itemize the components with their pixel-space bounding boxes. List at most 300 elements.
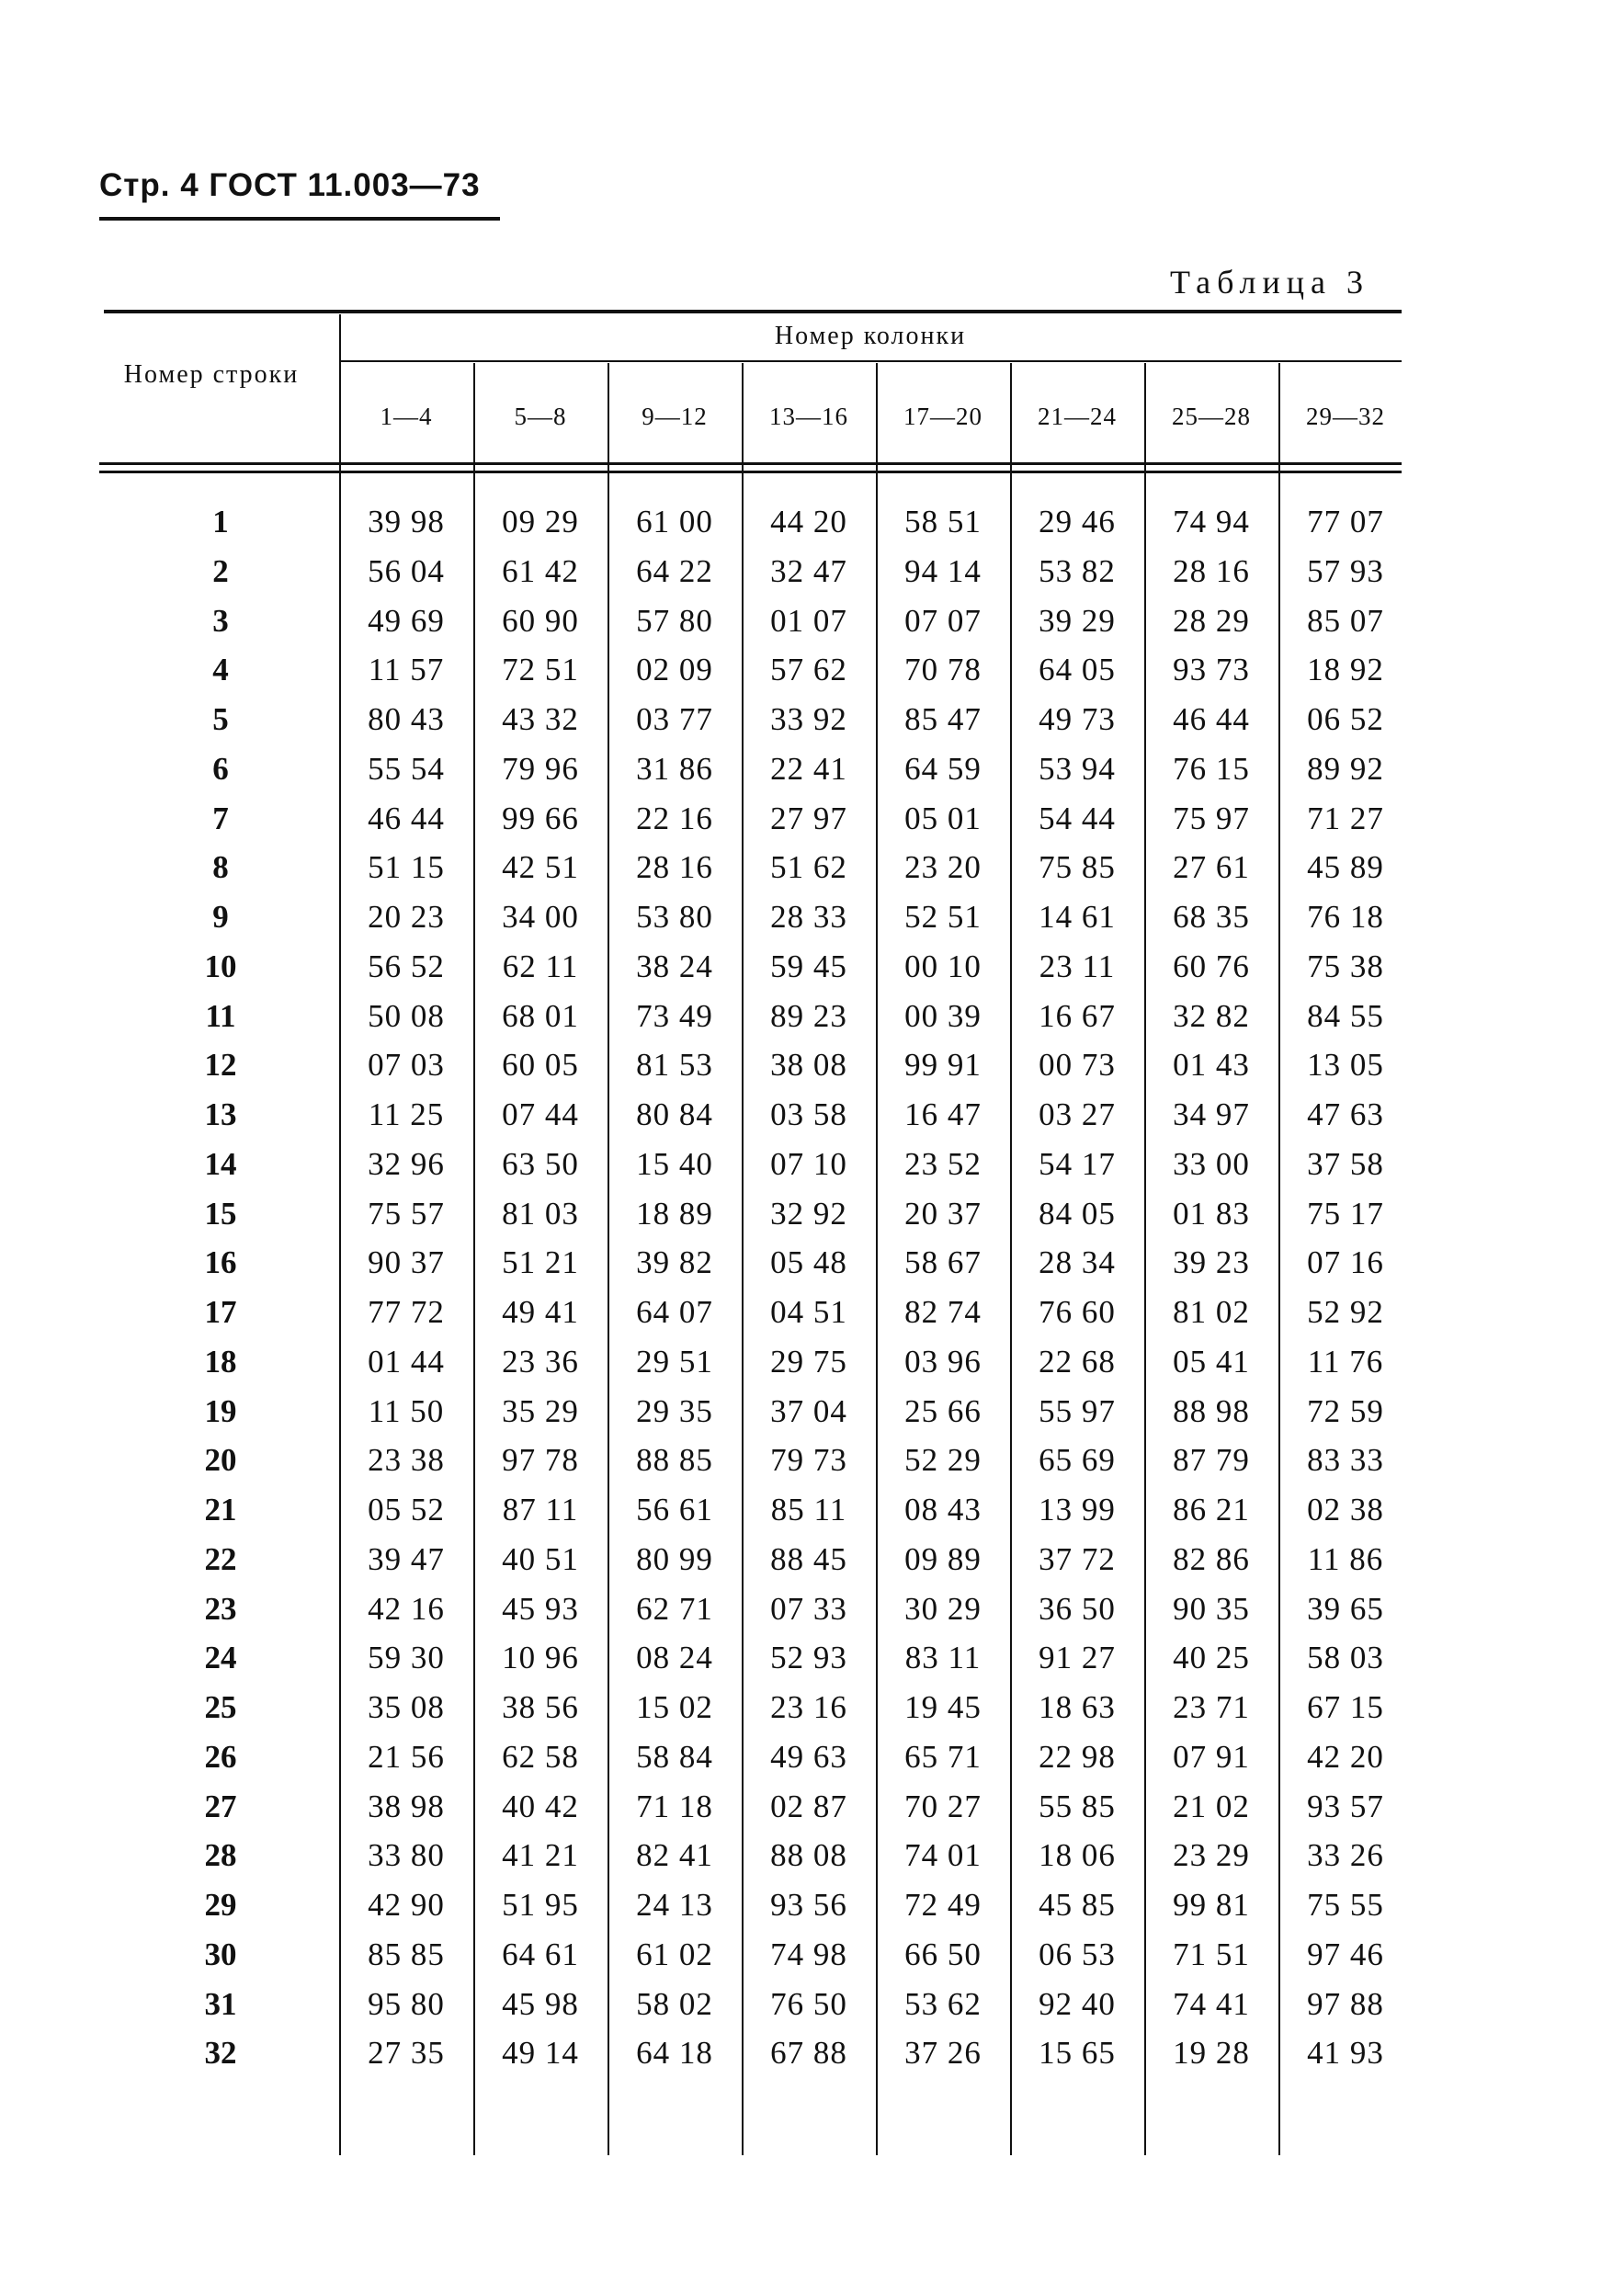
table-cell: 74 98 [770, 1936, 847, 1972]
table-caption: Таблица 3 [1170, 264, 1369, 301]
table-cell: 08 43 [904, 1492, 982, 1527]
table-cell: 64 59 [904, 751, 982, 787]
table-cell: 46 44 [1173, 701, 1250, 737]
table-cell: 00 39 [904, 998, 982, 1034]
table-cell: 95 80 [368, 1986, 445, 2022]
table-cell: 80 43 [368, 701, 445, 737]
table-cell: 37 26 [904, 2035, 982, 2071]
table-cell: 08 24 [636, 1640, 713, 1675]
table-cell: 76 60 [1039, 1294, 1116, 1330]
table-cell: 73 49 [636, 998, 713, 1034]
table-cell: 38 98 [368, 1789, 445, 1824]
row-number: 18 [204, 1344, 237, 1380]
header-bottom-rule-double [99, 471, 1402, 473]
row-number: 16 [204, 1244, 237, 1280]
table-cell: 75 57 [368, 1196, 445, 1232]
table-cell: 23 20 [904, 849, 982, 885]
table-cell: 25 66 [904, 1393, 982, 1429]
table-cell: 29 35 [636, 1393, 713, 1429]
table-cell: 52 93 [770, 1640, 847, 1675]
table-cell: 52 92 [1307, 1294, 1384, 1330]
table-cell: 76 50 [770, 1986, 847, 2022]
row-number: 5 [212, 701, 229, 737]
table-cell: 49 41 [502, 1294, 579, 1330]
table-cell: 39 29 [1039, 603, 1116, 639]
table-cell: 64 61 [502, 1936, 579, 1972]
row-number: 2 [212, 553, 229, 589]
table-cell: 40 42 [502, 1789, 579, 1824]
table-cell: 75 97 [1173, 801, 1250, 836]
table-cell: 80 84 [636, 1096, 713, 1132]
row-number: 13 [204, 1096, 237, 1132]
table-cell: 57 93 [1307, 553, 1384, 589]
table-cell: 84 05 [1039, 1196, 1116, 1232]
table-cell: 28 34 [1039, 1244, 1116, 1280]
table-cell: 62 58 [502, 1739, 579, 1775]
table-cell: 70 27 [904, 1789, 982, 1824]
table-cell: 23 38 [368, 1442, 445, 1478]
table-cell: 82 41 [636, 1837, 713, 1873]
table-cell: 24 13 [636, 1887, 713, 1923]
table-cell: 62 71 [636, 1591, 713, 1627]
table-cell: 76 18 [1307, 899, 1384, 935]
column-group-rule [339, 360, 1402, 362]
table-cell: 02 09 [636, 652, 713, 687]
table-cell: 85 07 [1307, 603, 1384, 639]
table-cell: 15 65 [1039, 2035, 1116, 2071]
table-cell: 23 11 [1039, 948, 1116, 984]
table-cell: 51 21 [502, 1244, 579, 1280]
table-cell: 54 44 [1039, 801, 1116, 836]
table-cell: 41 21 [502, 1837, 579, 1873]
table-cell: 29 75 [770, 1344, 847, 1380]
table-cell: 53 82 [1039, 553, 1116, 589]
table-cell: 03 77 [636, 701, 713, 737]
table-cell: 27 97 [770, 801, 847, 836]
table-cell: 01 44 [368, 1344, 445, 1380]
row-number: 6 [212, 751, 229, 787]
table-cell: 02 38 [1307, 1492, 1384, 1527]
table-cell: 89 23 [770, 998, 847, 1034]
table-cell: 60 76 [1173, 948, 1250, 984]
table-cell: 54 17 [1039, 1146, 1116, 1182]
header-bottom-rule [99, 462, 1402, 465]
table-cell: 09 29 [502, 504, 579, 539]
table-cell: 28 33 [770, 899, 847, 935]
table-cell: 27 61 [1173, 849, 1250, 885]
table-cell: 88 98 [1173, 1393, 1250, 1429]
row-number-header: Номер строки [123, 360, 300, 389]
table-cell: 82 74 [904, 1294, 982, 1330]
table-cell: 55 97 [1039, 1393, 1116, 1429]
table-cell: 70 78 [904, 652, 982, 687]
row-number: 14 [204, 1146, 237, 1182]
table-cell: 30 29 [904, 1591, 982, 1627]
table-cell: 64 05 [1039, 652, 1116, 687]
table-cell: 66 50 [904, 1936, 982, 1972]
table-cell: 67 15 [1307, 1689, 1384, 1725]
table-cell: 27 35 [368, 2035, 445, 2071]
table-cell: 81 03 [502, 1196, 579, 1232]
table-cell: 07 16 [1307, 1244, 1384, 1280]
table-cell: 32 47 [770, 553, 847, 589]
table-cell: 57 62 [770, 652, 847, 687]
column-header: 21—24 [1038, 403, 1117, 430]
table-cell: 05 01 [904, 801, 982, 836]
table-cell: 49 63 [770, 1739, 847, 1775]
table-cell: 61 42 [502, 553, 579, 589]
table-cell: 75 17 [1307, 1196, 1384, 1232]
table-cell: 07 91 [1173, 1739, 1250, 1775]
table-cell: 19 28 [1173, 2035, 1250, 2071]
table-cell: 58 67 [904, 1244, 982, 1280]
table-cell: 10 96 [502, 1640, 579, 1675]
table-cell: 13 99 [1039, 1492, 1116, 1527]
table-cell: 64 22 [636, 553, 713, 589]
table-cell: 29 46 [1039, 504, 1116, 539]
row-number: 23 [204, 1591, 237, 1627]
table-cell: 64 18 [636, 2035, 713, 2071]
table-cell: 45 89 [1307, 849, 1384, 885]
table-cell: 07 07 [904, 603, 982, 639]
table-cell: 56 04 [368, 553, 445, 589]
table-cell: 55 85 [1039, 1789, 1116, 1824]
table-cell: 46 44 [368, 801, 445, 836]
table-cell: 50 08 [368, 998, 445, 1034]
table-cell: 61 00 [636, 504, 713, 539]
table-cell: 38 56 [502, 1689, 579, 1725]
row-number: 31 [204, 1986, 237, 2022]
column-header: 25—28 [1172, 403, 1251, 430]
table-cell: 74 41 [1173, 1986, 1250, 2022]
table-cell: 33 80 [368, 1837, 445, 1873]
table-cell: 92 40 [1039, 1986, 1116, 2022]
table-cell: 99 81 [1173, 1887, 1250, 1923]
table-cell: 03 27 [1039, 1096, 1116, 1132]
table-cell: 53 62 [904, 1986, 982, 2022]
table-cell: 93 73 [1173, 652, 1250, 687]
table-cell: 51 15 [368, 849, 445, 885]
table-cell: 18 89 [636, 1196, 713, 1232]
row-number: 21 [204, 1492, 237, 1527]
table-cell: 49 14 [502, 2035, 579, 2071]
table-cell: 52 51 [904, 899, 982, 935]
table-cell: 68 01 [502, 998, 579, 1034]
table-cell: 89 92 [1307, 751, 1384, 787]
row-number: 30 [204, 1936, 237, 1972]
table-cell: 05 52 [368, 1492, 445, 1527]
row-number: 4 [212, 652, 229, 687]
page-header: Стр. 4 ГОСТ 11.003—73 [99, 167, 500, 221]
table-cell: 42 90 [368, 1887, 445, 1923]
column-header: 17—20 [903, 403, 982, 430]
table-cell: 47 63 [1307, 1096, 1384, 1132]
table-cell: 22 16 [636, 801, 713, 836]
table-cell: 53 94 [1039, 751, 1116, 787]
table-cell: 16 67 [1039, 998, 1116, 1034]
table-cell: 21 02 [1173, 1789, 1250, 1824]
row-number: 7 [212, 801, 229, 836]
table-cell: 45 98 [502, 1986, 579, 2022]
table-cell: 60 90 [502, 603, 579, 639]
table-cell: 59 45 [770, 948, 847, 984]
table-cell: 21 56 [368, 1739, 445, 1775]
table-cell: 63 50 [502, 1146, 579, 1182]
table-cell: 88 45 [770, 1541, 847, 1577]
table-cell: 38 24 [636, 948, 713, 984]
table-cell: 18 06 [1039, 1837, 1116, 1873]
table-cell: 57 80 [636, 603, 713, 639]
table-cell: 01 43 [1173, 1047, 1250, 1083]
row-number: 12 [204, 1047, 237, 1083]
table-cell: 20 23 [368, 899, 445, 935]
table-cell: 29 51 [636, 1344, 713, 1380]
table-cell: 43 32 [502, 701, 579, 737]
table-cell: 49 69 [368, 603, 445, 639]
table-cell: 34 00 [502, 899, 579, 935]
table-cell: 93 57 [1307, 1789, 1384, 1824]
table-cell: 84 55 [1307, 998, 1384, 1034]
table-cell: 83 33 [1307, 1442, 1384, 1478]
table-cell: 33 26 [1307, 1837, 1384, 1873]
table-cell: 90 37 [368, 1244, 445, 1280]
table-cell: 07 03 [368, 1047, 445, 1083]
table-cell: 75 85 [1039, 849, 1116, 885]
table-cell: 82 86 [1173, 1541, 1250, 1577]
table-cell: 03 58 [770, 1096, 847, 1132]
table-cell: 09 89 [904, 1541, 982, 1577]
table-cell: 00 73 [1039, 1047, 1116, 1083]
table-cell: 31 86 [636, 751, 713, 787]
table-cell: 11 50 [368, 1393, 445, 1429]
table-cell: 36 50 [1039, 1591, 1116, 1627]
table-cell: 07 44 [502, 1096, 579, 1132]
table-cell: 15 40 [636, 1146, 713, 1182]
table-cell: 00 10 [904, 948, 982, 984]
table-cell: 23 36 [502, 1344, 579, 1380]
table-cell: 85 47 [904, 701, 982, 737]
table-cell: 39 23 [1173, 1244, 1250, 1280]
table-cell: 62 11 [502, 948, 579, 984]
table-cell: 68 35 [1173, 899, 1250, 935]
column-divider [339, 314, 341, 2155]
table-cell: 77 07 [1307, 504, 1384, 539]
table-cell: 90 35 [1173, 1591, 1250, 1627]
table-cell: 03 96 [904, 1344, 982, 1380]
table-cell: 80 99 [636, 1541, 713, 1577]
table-cell: 72 51 [502, 652, 579, 687]
table-cell: 16 47 [904, 1096, 982, 1132]
table-cell: 97 46 [1307, 1936, 1384, 1972]
row-number: 11 [205, 998, 236, 1034]
row-number: 24 [204, 1640, 237, 1675]
table-cell: 88 08 [770, 1837, 847, 1873]
table-cell: 40 51 [502, 1541, 579, 1577]
row-number: 29 [204, 1887, 237, 1923]
table-cell: 01 83 [1173, 1196, 1250, 1232]
table-cell: 65 71 [904, 1739, 982, 1775]
column-header: 1—4 [380, 403, 433, 430]
table-cell: 77 72 [368, 1294, 445, 1330]
table-cell: 23 29 [1173, 1837, 1250, 1873]
table-cell: 99 91 [904, 1047, 982, 1083]
table-cell: 28 29 [1173, 603, 1250, 639]
table-cell: 71 51 [1173, 1936, 1250, 1972]
table-cell: 11 25 [368, 1096, 445, 1132]
table-cell: 42 20 [1307, 1739, 1384, 1775]
table-cell: 56 61 [636, 1492, 713, 1527]
column-header: 5—8 [514, 403, 567, 430]
table-cell: 04 51 [770, 1294, 847, 1330]
table-cell: 94 14 [904, 553, 982, 589]
table-cell: 58 03 [1307, 1640, 1384, 1675]
table-cell: 86 21 [1173, 1492, 1250, 1527]
table-cell: 56 52 [368, 948, 445, 984]
table-cell: 11 57 [368, 652, 445, 687]
table-cell: 22 98 [1039, 1739, 1116, 1775]
table-cell: 51 62 [770, 849, 847, 885]
table-cell: 81 02 [1173, 1294, 1250, 1330]
row-number: 25 [204, 1689, 237, 1725]
table-cell: 79 96 [502, 751, 579, 787]
table-cell: 23 16 [770, 1689, 847, 1725]
table-cell: 45 93 [502, 1591, 579, 1627]
table-cell: 23 71 [1173, 1689, 1250, 1725]
row-number: 8 [212, 849, 229, 885]
table-cell: 75 55 [1307, 1887, 1384, 1923]
table-cell: 19 45 [904, 1689, 982, 1725]
table-cell: 07 33 [770, 1591, 847, 1627]
table-cell: 72 49 [904, 1887, 982, 1923]
row-number: 3 [212, 603, 229, 639]
table-cell: 05 41 [1173, 1344, 1250, 1380]
row-number: 10 [204, 948, 237, 984]
table-cell: 05 48 [770, 1244, 847, 1280]
table-cell: 91 27 [1039, 1640, 1116, 1675]
table-cell: 11 86 [1307, 1541, 1384, 1577]
table-cell: 20 37 [904, 1196, 982, 1232]
table-cell: 72 59 [1307, 1393, 1384, 1429]
table-cell: 97 88 [1307, 1986, 1384, 2022]
table-cell: 06 53 [1039, 1936, 1116, 1972]
table-cell: 32 82 [1173, 998, 1250, 1034]
table-cell: 37 04 [770, 1393, 847, 1429]
row-number: 15 [204, 1196, 237, 1232]
table-cell: 28 16 [1173, 553, 1250, 589]
table-cell: 37 58 [1307, 1146, 1384, 1182]
table-cell: 97 78 [502, 1442, 579, 1478]
table-cell: 44 20 [770, 504, 847, 539]
table-cell: 15 02 [636, 1689, 713, 1725]
table-cell: 81 53 [636, 1047, 713, 1083]
table-cell: 52 29 [904, 1442, 982, 1478]
table-cell: 39 65 [1307, 1591, 1384, 1627]
table-cell: 14 61 [1039, 899, 1116, 935]
table-cell: 83 11 [904, 1640, 982, 1675]
table-cell: 39 47 [368, 1541, 445, 1577]
table-cell: 49 73 [1039, 701, 1116, 737]
row-number: 32 [204, 2035, 237, 2071]
table-cell: 39 98 [368, 504, 445, 539]
table-cell: 99 66 [502, 801, 579, 836]
table-cell: 88 85 [636, 1442, 713, 1478]
table-cell: 40 25 [1173, 1640, 1250, 1675]
table-cell: 32 92 [770, 1196, 847, 1232]
table-cell: 28 16 [636, 849, 713, 885]
row-number: 28 [204, 1837, 237, 1873]
table-cell: 37 72 [1039, 1541, 1116, 1577]
table-cell: 34 97 [1173, 1096, 1250, 1132]
table-cell: 74 01 [904, 1837, 982, 1873]
table-cell: 41 93 [1307, 2035, 1384, 2071]
row-number: 27 [204, 1789, 237, 1824]
table-cell: 85 85 [368, 1936, 445, 1972]
table-cell: 87 79 [1173, 1442, 1250, 1478]
table-cell: 11 76 [1307, 1344, 1384, 1380]
table-cell: 85 11 [770, 1492, 847, 1527]
table-cell: 45 85 [1039, 1887, 1116, 1923]
column-header: 29—32 [1306, 403, 1385, 430]
table-cell: 58 84 [636, 1739, 713, 1775]
table-cell: 55 54 [368, 751, 445, 787]
table-cell: 65 69 [1039, 1442, 1116, 1478]
table-cell: 39 82 [636, 1244, 713, 1280]
table-cell: 42 16 [368, 1591, 445, 1627]
table-cell: 71 18 [636, 1789, 713, 1824]
column-group-header: Номер колонки [774, 322, 967, 350]
table-cell: 23 52 [904, 1146, 982, 1182]
table-cell: 51 95 [502, 1887, 579, 1923]
column-header: 13—16 [769, 403, 848, 430]
table-cell: 74 94 [1173, 504, 1250, 539]
table-cell: 76 15 [1173, 751, 1250, 787]
table-cell: 35 29 [502, 1393, 579, 1429]
table-cell: 58 02 [636, 1986, 713, 2022]
table-cell: 38 08 [770, 1047, 847, 1083]
table-cell: 07 10 [770, 1146, 847, 1182]
table-cell: 18 63 [1039, 1689, 1116, 1725]
table-cell: 58 51 [904, 504, 982, 539]
table-cell: 59 30 [368, 1640, 445, 1675]
table-cell: 71 27 [1307, 801, 1384, 836]
table-cell: 22 41 [770, 751, 847, 787]
table-cell: 22 68 [1039, 1344, 1116, 1380]
table-cell: 53 80 [636, 899, 713, 935]
row-number: 17 [204, 1294, 237, 1330]
table-cell: 42 51 [502, 849, 579, 885]
row-number: 9 [212, 899, 229, 935]
table-cell: 93 56 [770, 1887, 847, 1923]
table-cell: 79 73 [770, 1442, 847, 1478]
row-number: 19 [204, 1393, 237, 1429]
table-cell: 64 07 [636, 1294, 713, 1330]
row-number: 20 [204, 1442, 237, 1478]
table-cell: 35 08 [368, 1689, 445, 1725]
table-cell: 33 92 [770, 701, 847, 737]
row-number: 22 [204, 1541, 237, 1577]
row-number: 1 [212, 504, 229, 539]
table-cell: 01 07 [770, 603, 847, 639]
table-cell: 18 92 [1307, 652, 1384, 687]
table-top-rule [104, 310, 1402, 313]
table-cell: 02 87 [770, 1789, 847, 1824]
row-number: 26 [204, 1739, 237, 1775]
table-cell: 06 52 [1307, 701, 1384, 737]
table-cell: 13 05 [1307, 1047, 1384, 1083]
table-cell: 75 38 [1307, 948, 1384, 984]
table-cell: 67 88 [770, 2035, 847, 2071]
table-cell: 32 96 [368, 1146, 445, 1182]
